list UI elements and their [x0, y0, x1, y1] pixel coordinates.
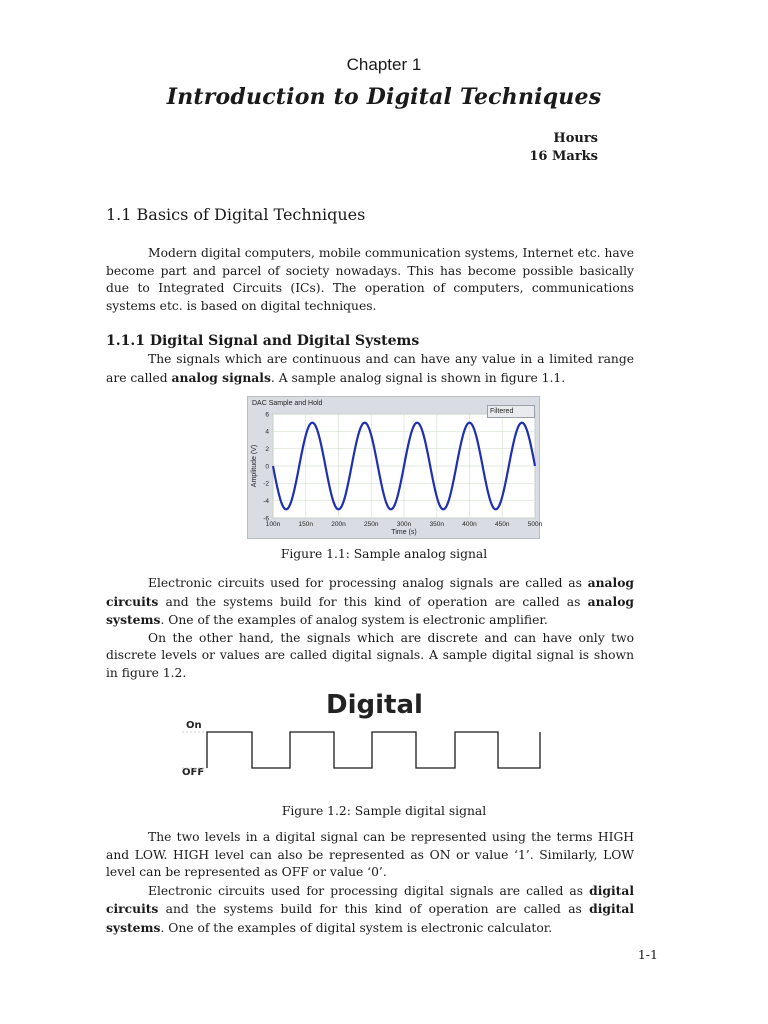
y-tick-label: 0	[265, 463, 269, 471]
analog-signals-term: analog signals	[171, 369, 271, 385]
analog-definition-paragraph	[106, 351, 634, 387]
y-tick-label: 2	[265, 445, 269, 453]
section-heading: 1.1 Basics of Digital Techniques	[106, 205, 366, 224]
legend-label: Filtered	[490, 408, 514, 415]
intro-text: Modern digital computers, mobile communication systems, Internet etc. have become part and parcel of society nowadays. This has become possible basically due to Integrated Circuits (ICs). The operation of computers, communications systems etc. is based on digital techniques.	[106, 246, 634, 313]
analog-circuits-paragraph	[106, 574, 634, 683]
analog-def-text-2: . A sample analog signal is shown in figure 1.1.	[270, 370, 566, 385]
hours-label: Hours	[553, 131, 598, 146]
analog-circuits-term: analog circuits	[106, 575, 634, 609]
y-axis-label: Amplitude (V)	[251, 444, 258, 488]
x-tick-label: 350n	[429, 521, 444, 528]
square-wave	[182, 732, 540, 768]
digital-figure-title: Digital	[326, 690, 423, 720]
analog-def-text-1: The signals which are continuous and can have any value in a limited range are called	[106, 352, 634, 385]
intro-paragraph	[106, 245, 634, 315]
marks-label: 16 Marks	[529, 149, 598, 164]
digital-circuits-term: digital circuits	[106, 882, 634, 917]
p2-text-a: Electronic circuits used for processing analog signals are called as	[148, 576, 588, 590]
x-tick-label: 300n	[396, 521, 412, 528]
p2-text-c: and the systems build for this kind of operation are called as	[158, 594, 588, 609]
chapter-title: Introduction to Digital Techniques	[166, 84, 602, 110]
x-tick-label: 500n	[527, 521, 543, 528]
y-tick-label: 4	[265, 428, 269, 436]
on-level-label: On	[186, 720, 202, 731]
figure-1-caption: Figure 1.1: Sample analog signal	[280, 547, 488, 561]
x-tick-label: 200n	[331, 521, 346, 528]
analog-chart-svg	[248, 397, 543, 538]
chart-legend	[487, 405, 535, 418]
levels-text: The two levels in a digital signal can be represented using the terms HIGH and LOW. HIGH level can also be represented as ON or value ‘1’. Similarly, LOW level can be represented as OFF or value ‘0’.	[106, 830, 634, 880]
x-tick-label: 450n	[495, 521, 510, 528]
y-tick-label: 6	[265, 411, 269, 419]
digital-signal-waveform	[180, 720, 560, 780]
y-tick-label: -6	[263, 515, 269, 523]
off-level-label: OFF	[182, 767, 205, 778]
chart-title: DAC Sample and Hold	[252, 400, 323, 407]
x-tick-label: 150n	[298, 521, 313, 528]
chapter-label: Chapter 1	[346, 55, 422, 74]
x-tick-label: 250n	[364, 521, 379, 528]
x-tick-label: 100n	[265, 521, 281, 528]
analog-systems-term: analog systems	[106, 593, 634, 628]
levels-paragraph	[106, 829, 634, 938]
y-tick-label: -2	[263, 480, 269, 488]
subsection-heading: 1.1.1 Digital Signal and Digital Systems	[106, 333, 420, 349]
figure-2-caption: Figure 1.2: Sample digital signal	[281, 804, 487, 818]
x-tick-label: 400n	[462, 521, 477, 528]
page-number: 1-1	[637, 947, 658, 962]
digital-definition-text: On the other hand, the signals which are discrete and can have only two discrete levels or values are called digital signals. A sample digital signal is shown in figure 1.2.	[106, 630, 634, 680]
x-axis-label: Time (s)	[391, 529, 417, 536]
p2-text-e: . One of the examples of analog system is electronic amplifier.	[160, 613, 548, 628]
p5-text-c: and the systems build for this kind of operation are called as	[158, 902, 590, 917]
p5-text-e: . One of the examples of digital system is electronic calculator.	[160, 920, 553, 935]
y-tick-label: -4	[263, 497, 269, 505]
digital-systems-term: digital systems	[106, 901, 634, 935]
p5-text-a: Electronic circuits used for processing digital signals are called as	[148, 883, 590, 898]
